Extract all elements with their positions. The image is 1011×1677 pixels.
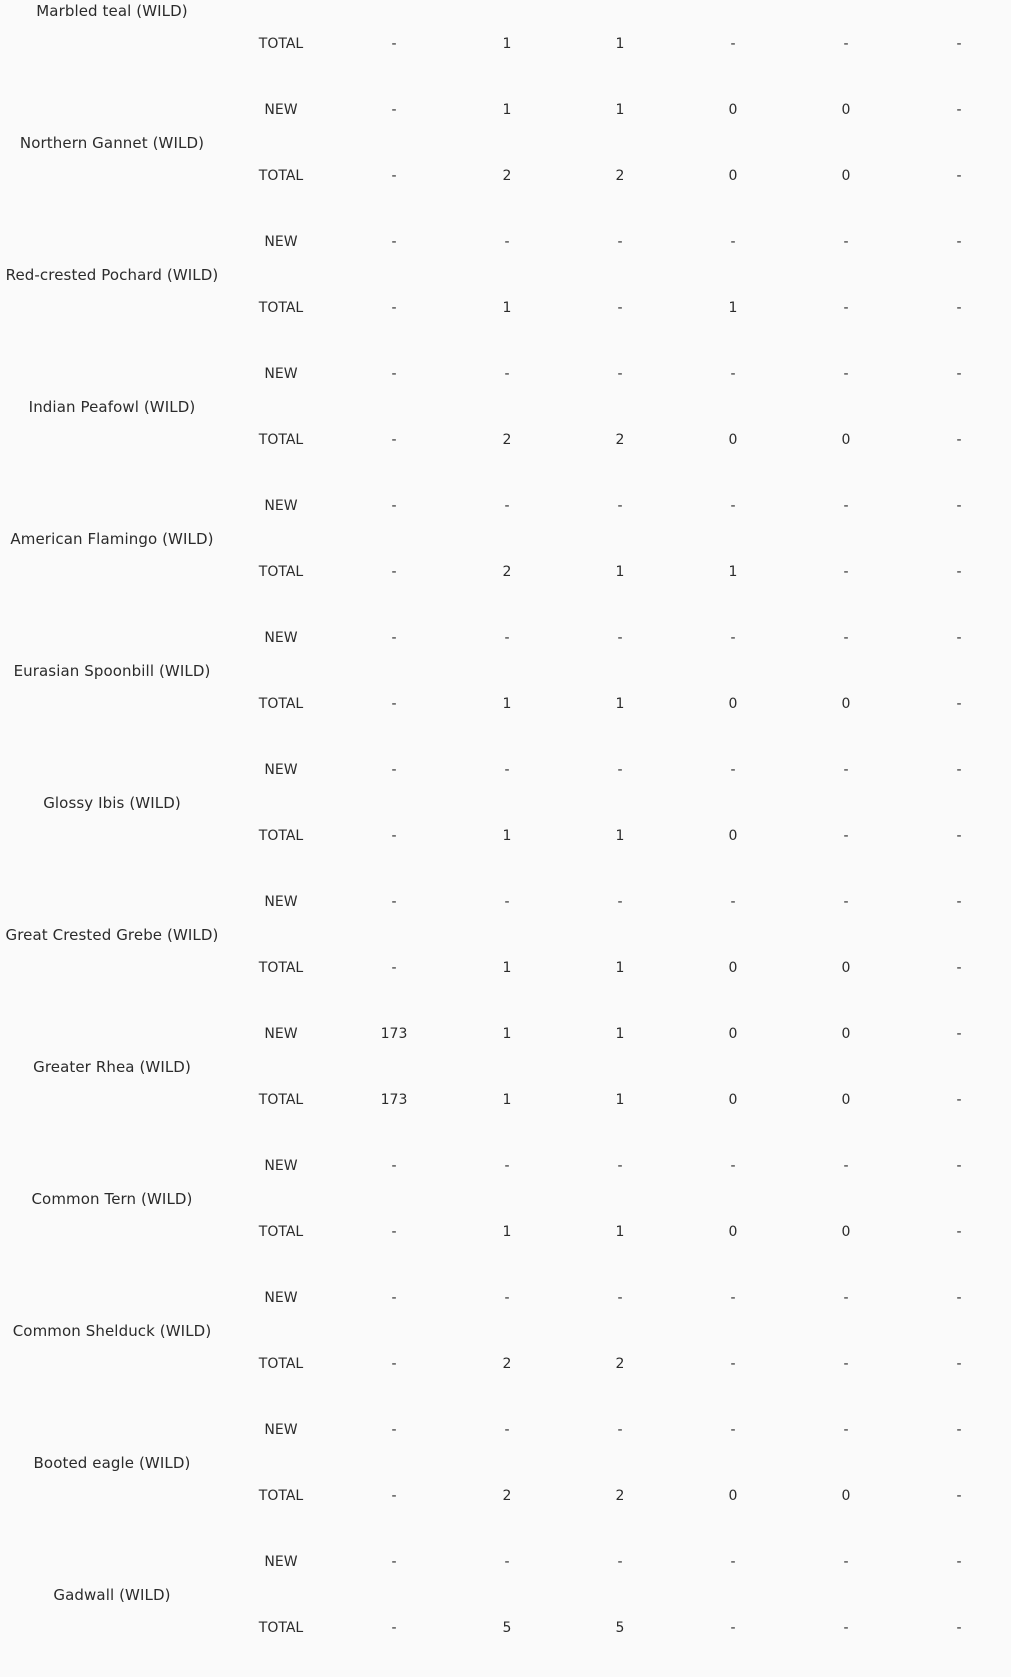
total-label: TOTAL	[258, 36, 304, 52]
total-value-cell: -	[617, 300, 623, 316]
new-value-cell: -	[956, 234, 962, 250]
new-value-cell: -	[391, 1290, 397, 1306]
new-value-cell: -	[391, 366, 397, 382]
total-value-cell: -	[391, 432, 397, 448]
species-name: Red-crested Pochard (WILD)	[5, 266, 219, 284]
total-value-cell: -	[843, 1356, 849, 1372]
species-name: Booted eagle (WILD)	[33, 1454, 191, 1472]
total-value-cell: 0	[841, 696, 851, 712]
new-value-cell: -	[730, 1158, 736, 1174]
total-label: TOTAL	[258, 828, 304, 844]
total-label: TOTAL	[258, 1620, 304, 1636]
species-row	[0, 341, 1011, 473]
new-value-cell: 0	[841, 102, 851, 118]
total-value-cell: -	[956, 36, 962, 52]
total-value-cell: 1	[615, 1092, 625, 1108]
new-value-cell: -	[391, 498, 397, 514]
total-value-cell: 0	[728, 432, 738, 448]
total-value-cell: 0	[728, 1488, 738, 1504]
total-value-cell: -	[730, 1620, 736, 1636]
new-value-cell: -	[504, 1158, 510, 1174]
total-value-cell: 1	[728, 564, 738, 580]
total-value-cell: 2	[502, 1488, 512, 1504]
new-line	[0, 364, 1011, 384]
total-line	[0, 1354, 1011, 1374]
total-label: TOTAL	[258, 168, 304, 184]
total-value-cell: 1	[615, 36, 625, 52]
total-value-cell: 1	[502, 1224, 512, 1240]
species-row	[0, 1529, 1011, 1661]
total-value-cell: 0	[841, 168, 851, 184]
new-value-cell: -	[617, 762, 623, 778]
new-value-cell: -	[391, 762, 397, 778]
total-value-cell: -	[391, 1488, 397, 1504]
total-line	[0, 694, 1011, 714]
species-row	[0, 0, 1011, 77]
total-value-cell: 1	[615, 696, 625, 712]
new-label: NEW	[264, 630, 298, 646]
total-line	[0, 1486, 1011, 1506]
new-value-cell: -	[843, 630, 849, 646]
new-value-cell: 173	[380, 1026, 408, 1042]
new-value-cell: -	[617, 1158, 623, 1174]
total-value-cell: -	[956, 828, 962, 844]
new-value-cell: -	[956, 762, 962, 778]
total-value-cell: 1	[502, 828, 512, 844]
total-value-cell: 1	[502, 300, 512, 316]
new-value-cell: -	[504, 366, 510, 382]
new-line	[0, 232, 1011, 252]
new-label: NEW	[264, 498, 298, 514]
total-value-cell: 0	[728, 828, 738, 844]
new-value-cell: -	[617, 1290, 623, 1306]
total-value-cell: -	[391, 696, 397, 712]
total-value-cell: 2	[615, 1488, 625, 1504]
new-label: NEW	[264, 1554, 298, 1570]
total-value-cell: -	[391, 300, 397, 316]
new-value-cell: -	[956, 1290, 962, 1306]
new-value-cell: -	[843, 762, 849, 778]
species-name: American Flamingo (WILD)	[10, 530, 214, 548]
new-value-cell: -	[843, 234, 849, 250]
new-line	[0, 892, 1011, 912]
total-label: TOTAL	[258, 1224, 304, 1240]
new-value-cell: -	[956, 1422, 962, 1438]
total-label: TOTAL	[258, 1092, 304, 1108]
total-value-cell: 5	[615, 1620, 625, 1636]
new-value-cell: -	[956, 102, 962, 118]
species-name: Great Crested Grebe (WILD)	[5, 926, 219, 944]
new-value-cell: -	[956, 894, 962, 910]
new-value-cell: -	[504, 1422, 510, 1438]
total-value-cell: 1	[502, 960, 512, 976]
new-value-cell: -	[617, 498, 623, 514]
species-name: Greater Rhea (WILD)	[33, 1058, 191, 1076]
new-value-cell: -	[843, 498, 849, 514]
total-value-cell: -	[956, 960, 962, 976]
new-label: NEW	[264, 762, 298, 778]
total-label: TOTAL	[258, 564, 304, 580]
species-row	[0, 1265, 1011, 1397]
new-value-cell: -	[730, 1290, 736, 1306]
new-value-cell: 1	[502, 102, 512, 118]
species-row	[0, 869, 1011, 1001]
total-value-cell: -	[956, 1488, 962, 1504]
new-value-cell: -	[504, 234, 510, 250]
new-value-cell: -	[843, 1422, 849, 1438]
total-value-cell: -	[843, 828, 849, 844]
species-row	[0, 1133, 1011, 1265]
total-value-cell: -	[391, 168, 397, 184]
total-value-cell: -	[956, 300, 962, 316]
total-value-cell: -	[956, 1092, 962, 1108]
total-line	[0, 298, 1011, 318]
new-value-cell: -	[617, 894, 623, 910]
new-value-cell: -	[504, 894, 510, 910]
total-value-cell: 0	[728, 1092, 738, 1108]
new-line	[0, 1156, 1011, 1176]
new-value-cell: -	[617, 234, 623, 250]
total-value-cell: 1	[502, 36, 512, 52]
total-value-cell: -	[956, 1224, 962, 1240]
total-value-cell: -	[391, 564, 397, 580]
total-value-cell: 1	[615, 1224, 625, 1240]
total-value-cell: 0	[728, 168, 738, 184]
total-value-cell: -	[843, 36, 849, 52]
new-value-cell: -	[617, 366, 623, 382]
new-label: NEW	[264, 1290, 298, 1306]
species-name: Glossy Ibis (WILD)	[43, 794, 181, 812]
species-name: Common Tern (WILD)	[31, 1190, 193, 1208]
new-value-cell: -	[391, 1554, 397, 1570]
new-value-cell: -	[956, 1026, 962, 1042]
species-row	[0, 1397, 1011, 1529]
total-value-cell: -	[730, 1356, 736, 1372]
total-value-cell: 0	[841, 1488, 851, 1504]
new-value-cell: 0	[841, 1026, 851, 1042]
total-value-cell: -	[391, 828, 397, 844]
new-value-cell: 0	[728, 102, 738, 118]
new-value-cell: -	[730, 498, 736, 514]
new-label: NEW	[264, 1026, 298, 1042]
new-value-cell: -	[391, 630, 397, 646]
new-value-cell: -	[391, 894, 397, 910]
species-row	[0, 605, 1011, 737]
total-line	[0, 826, 1011, 846]
total-value-cell: 2	[615, 1356, 625, 1372]
new-value-cell: -	[730, 1554, 736, 1570]
new-line	[0, 496, 1011, 516]
new-value-cell: -	[843, 1554, 849, 1570]
total-label: TOTAL	[258, 300, 304, 316]
total-value-cell: 0	[728, 960, 738, 976]
total-value-cell: -	[391, 36, 397, 52]
total-value-cell: 0	[841, 1092, 851, 1108]
total-line	[0, 562, 1011, 582]
species-name: Marbled teal (WILD)	[36, 2, 188, 20]
new-value-cell: -	[730, 366, 736, 382]
new-value-cell: -	[843, 894, 849, 910]
total-value-cell: -	[956, 564, 962, 580]
total-value-cell: 0	[728, 696, 738, 712]
total-value-cell: -	[956, 1620, 962, 1636]
total-label: TOTAL	[258, 1356, 304, 1372]
new-value-cell: 1	[615, 1026, 625, 1042]
species-row	[0, 737, 1011, 869]
species-name: Northern Gannet (WILD)	[19, 134, 205, 152]
total-value-cell: -	[391, 1224, 397, 1240]
total-value-cell: -	[391, 1356, 397, 1372]
total-value-cell: -	[956, 696, 962, 712]
total-value-cell: -	[956, 168, 962, 184]
species-row	[0, 209, 1011, 341]
new-value-cell: -	[504, 1290, 510, 1306]
species-row	[0, 473, 1011, 605]
new-value-cell: -	[843, 366, 849, 382]
total-line	[0, 430, 1011, 450]
new-value-cell: -	[730, 762, 736, 778]
new-value-cell: -	[617, 1422, 623, 1438]
total-value-cell: 1	[615, 564, 625, 580]
new-value-cell: -	[504, 498, 510, 514]
total-label: TOTAL	[258, 432, 304, 448]
new-value-cell: -	[956, 1158, 962, 1174]
new-label: NEW	[264, 894, 298, 910]
total-label: TOTAL	[258, 960, 304, 976]
new-value-cell: -	[956, 630, 962, 646]
total-value-cell: -	[730, 36, 736, 52]
total-line	[0, 34, 1011, 54]
new-value-cell: -	[391, 234, 397, 250]
total-value-cell: -	[956, 1356, 962, 1372]
total-value-cell: 0	[841, 1224, 851, 1240]
total-value-cell: 5	[502, 1620, 512, 1636]
new-value-cell: -	[956, 498, 962, 514]
new-label: NEW	[264, 366, 298, 382]
total-value-cell: 2	[502, 1356, 512, 1372]
new-value-cell: -	[730, 630, 736, 646]
new-value-cell: -	[956, 1554, 962, 1570]
total-value-cell: 173	[380, 1092, 408, 1108]
total-value-cell: 2	[502, 432, 512, 448]
total-value-cell: 1	[502, 1092, 512, 1108]
new-label: NEW	[264, 1158, 298, 1174]
total-value-cell: 2	[615, 432, 625, 448]
species-name: Gadwall (WILD)	[53, 1586, 171, 1604]
new-value-cell: -	[391, 102, 397, 118]
new-value-cell: 0	[728, 1026, 738, 1042]
total-value-cell: -	[956, 432, 962, 448]
new-value-cell: -	[956, 366, 962, 382]
new-label: NEW	[264, 234, 298, 250]
total-value-cell: 1	[615, 828, 625, 844]
total-label: TOTAL	[258, 1488, 304, 1504]
total-value-cell: -	[843, 564, 849, 580]
new-line	[0, 1552, 1011, 1572]
total-value-cell: 0	[841, 432, 851, 448]
new-line	[0, 1024, 1011, 1044]
total-value-cell: -	[391, 1620, 397, 1636]
total-value-cell: 2	[615, 168, 625, 184]
new-value-cell: 1	[615, 102, 625, 118]
total-value-cell: 2	[502, 168, 512, 184]
new-value-cell: -	[843, 1290, 849, 1306]
new-value-cell: -	[617, 1554, 623, 1570]
new-value-cell: -	[391, 1158, 397, 1174]
new-line	[0, 1420, 1011, 1440]
total-value-cell: -	[843, 300, 849, 316]
new-value-cell: -	[504, 1554, 510, 1570]
new-value-cell: -	[730, 234, 736, 250]
new-value-cell: -	[730, 1422, 736, 1438]
total-value-cell: -	[391, 960, 397, 976]
total-value-cell: 1	[615, 960, 625, 976]
species-name: Eurasian Spoonbill (WILD)	[13, 662, 211, 680]
new-line	[0, 100, 1011, 120]
new-line	[0, 760, 1011, 780]
new-label: NEW	[264, 1422, 298, 1438]
species-name: Indian Peafowl (WILD)	[28, 398, 196, 416]
species-name: Common Shelduck (WILD)	[12, 1322, 212, 1340]
total-line	[0, 958, 1011, 978]
new-line	[0, 1288, 1011, 1308]
species-row	[0, 77, 1011, 209]
total-value-cell: 0	[728, 1224, 738, 1240]
total-value-cell: 1	[728, 300, 738, 316]
total-line	[0, 166, 1011, 186]
total-line	[0, 1618, 1011, 1638]
total-value-cell: -	[843, 1620, 849, 1636]
total-line	[0, 1222, 1011, 1242]
total-label: TOTAL	[258, 696, 304, 712]
new-value-cell: -	[730, 894, 736, 910]
total-value-cell: 1	[502, 696, 512, 712]
new-value-cell: -	[391, 1422, 397, 1438]
new-value-cell: 1	[502, 1026, 512, 1042]
total-value-cell: 2	[502, 564, 512, 580]
total-line	[0, 1090, 1011, 1110]
total-value-cell: 0	[841, 960, 851, 976]
species-row	[0, 1001, 1011, 1133]
new-line	[0, 628, 1011, 648]
new-value-cell: -	[504, 762, 510, 778]
new-value-cell: -	[843, 1158, 849, 1174]
new-value-cell: -	[617, 630, 623, 646]
new-label: NEW	[264, 102, 298, 118]
new-value-cell: -	[504, 630, 510, 646]
